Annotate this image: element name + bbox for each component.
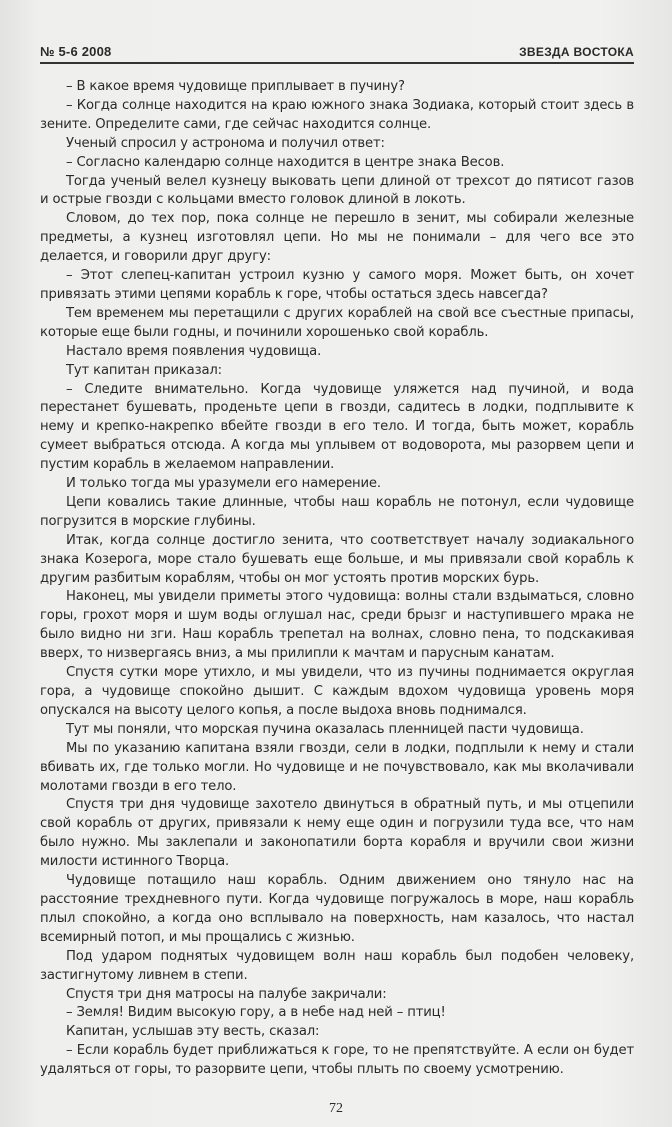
paragraph: Тут капитан приказал:: [66, 362, 222, 378]
paragraph: Спустя три дня матросы на палубе закричали:: [66, 986, 387, 1002]
issue-number: № 5-6 2008: [40, 44, 112, 59]
paragraph: – Если корабль будет приближаться к горе, то не препятствуйте. А если он будет удаляться от горы, то разорвите цепи, чтобы плыть по своему усмотрению.: [40, 1043, 634, 1078]
paragraph: Под ударом поднятых чудовищем волн наш корабль был подобен человеку, застигнутому ливнем в степи.: [40, 948, 634, 983]
paragraph: Наконец, мы увидели приметы этого чудовища: волны стали вздыматься, словно горы, грохот моря и шум воды оглушал нас, среди брызг и наступившего мрака не было видно ни зги. Наш корабль трепетал на волнах, словно пена, то подскакивая вверх, то низвергаясь вниз, а мы прилипли к мачтам и парусным канатам.: [40, 589, 634, 662]
paragraph: Тогда ученый велел кузнецу выковать цепи длиной от трехсот до пятисот газов и острые гвозди с кольцами вместо головок длиной в локоть.: [40, 173, 634, 208]
paragraph: – Земля! Видим высокую гору, а в небе над ней – птиц!: [66, 1005, 446, 1021]
paragraph: Словом, до тех пор, пока солнце не перешло в зенит, мы собирали железные предметы, а кузнец изготовлял цепи. Но мы не понимали – для чего все это делается, и говорили друг другу:: [40, 211, 634, 265]
paragraph: – Следите внимательно. Когда чудовище уляжется над пучиной, и вода перестанет бушевать, проденьте цепи в гвозди, садитесь в лодки, подплывите к нему и крепко-накрепко вбейте гвозди в его тело. И тогда, быть может, корабль сумеет выбраться отсюда. А когда мы уплывем от водоворота, мы разорвем цепи и пустим корабль в желаемом направлении.: [40, 381, 634, 473]
paragraph: Ученый спросил у астронома и получил ответ:: [66, 135, 385, 151]
paragraph: – Когда солнце находится на краю южного знака Зодиака, который стоит здесь в зените. Определите сами, где сейчас находится солнце.: [40, 97, 634, 132]
paragraph: Итак, когда солнце достигло зенита, что соответствует началу зодиакального знака Козерога, море стало бушевать еще больше, и мы привязали свой корабль к другим разбитым кораблям, чтобы он мог устоять против морских бурь.: [40, 532, 634, 586]
paragraph: – Этот слепец-капитан устроил кузню у самого моря. Может быть, он хочет привязать этими цепями корабль к горе, чтобы остаться здесь навсегда?: [40, 268, 634, 302]
paragraph: Настало время появления чудовища.: [66, 343, 322, 359]
paragraph: Тут мы поняли, что морская пучина оказалась пленницей пасти чудовища.: [66, 721, 584, 737]
paragraph: Мы по указанию капитана взяли гвозди, сели в лодки, подплыли к нему и стали вбивать их, где только могли. Но чудовище и не почувствовало, как мы вколачивали молотами гвозди в его тело.: [40, 740, 634, 794]
paragraph: Спустя три дня чудовище захотело двинуться в обратный путь, и мы отцепили свой корабль от других, привязали к нему еще один и погрузили туда все, что нам было нужно. Мы заклепали и законопатили борта корабля и вручили свои жизни милости истинного Творца.: [40, 797, 634, 870]
journal-title: ЗВЕЗДА ВОСТОКА: [519, 45, 634, 59]
paragraph: Чудовище потащило наш корабль. Одним движением оно тянуло нас на расстояние трехдневного пути. Когда чудовище погружалось в море, наш корабль плыл спокойно, а когда оно всплывало на поверхность, нам казалось, что настал всемирный потоп, и мы прощались с жизнью.: [40, 873, 634, 945]
paragraph: Спустя сутки море утихло, и мы увидели, что из пучины поднимается округлая гора, а чудовище спокойно дышит. С каждым вдохом чудовища уровень моря опускался на высоту целого копья, а после выдоха вновь поднимался.: [40, 665, 634, 718]
paragraph: И только тогда мы уразумели его намерение.: [66, 476, 381, 492]
paragraph: – Согласно календарю солнце находится в центре знака Весов.: [66, 154, 505, 170]
paragraph: Цепи ковались такие длинные, чтобы наш корабль не потонул, если чудовище погрузится в морские глубины.: [40, 494, 634, 529]
paragraph: Капитан, услышав эту весть, сказал:: [66, 1024, 320, 1040]
page-number: 72: [329, 1101, 343, 1116]
paragraph: Тем временем мы перетащили с других кораблей на свой все съестные припасы, которые еще были годны, и починили хорошенько свой корабль.: [40, 305, 634, 340]
running-header: [40, 44, 634, 64]
article-body: [40, 78, 634, 1080]
paragraph: – В какое время чудовище приплывает в пучину?: [66, 79, 405, 94]
